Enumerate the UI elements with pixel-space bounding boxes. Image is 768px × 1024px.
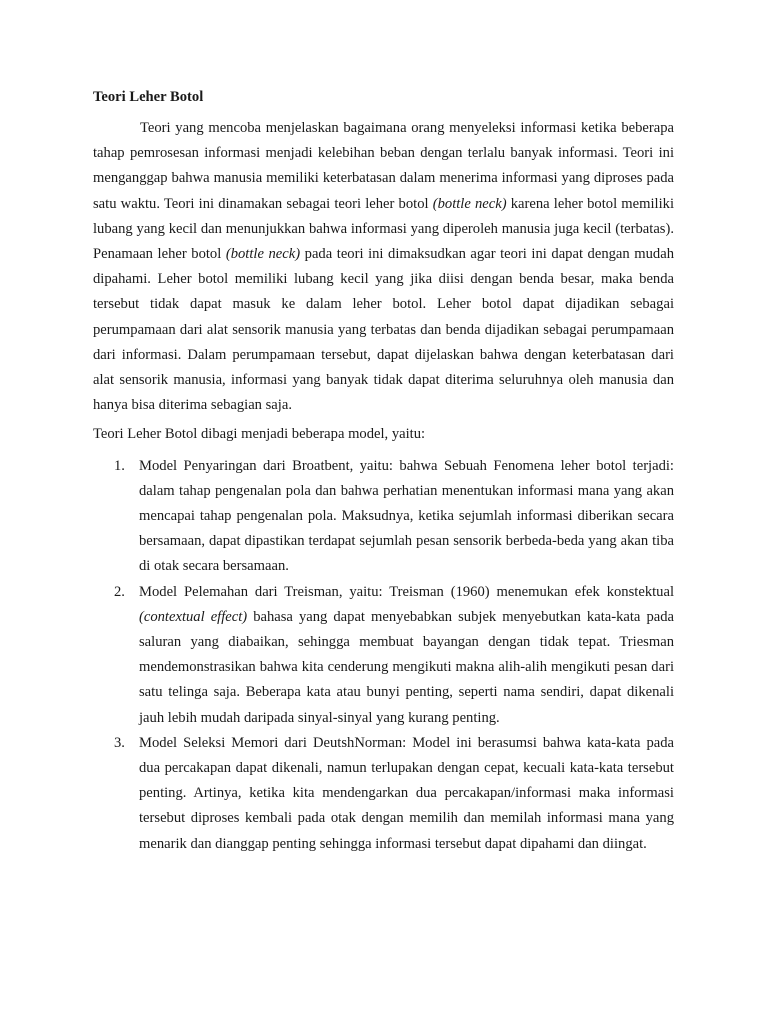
paragraph-text: pada teori ini dimaksudkan agar teori ini dapat dengan mudah dipahami. Leher botol memiliki lubang kecil yang jika diisi dengan benda besar, maka benda tersebut tidak dapat masuk ke dalam leher botol. Leher botol dapat dijadikan sebagai perumpamaan dari alat sensorik manusia yang terbatas dan benda dijadikan sebagai perumpamaan dari informasi. Dalam perumpamaan tersebut, dapat dijelaskan bahwa dengan keterbatasan dari alat sensorik manusia, informasi yang banyak tidak dapat diterima seluruhnya oleh manusia dan hanya bisa diterima sebagian saja.: [93, 246, 674, 414]
list-item-text: Model Pelemahan dari Treisman, yaitu: Treisman (1960) menemukan efek konstektual: [139, 583, 674, 600]
list-number: 1.: [114, 457, 125, 474]
document-title: Teori Leher Botol: [93, 89, 204, 105]
paragraph-text: Teori yang mencoba menjelaskan bagaimana orang menyeleksi informasi ketika beberapa tahap pemrosesan informasi menjadi kelebihan beban dengan terlalu banyak informasi. Teori ini menganggap bahwa manusia memiliki keterbatasan dalam menerima informasi yang diproses pada satu waktu. Teori ini dinamakan sebagai teori leher botol: [93, 120, 674, 212]
paragraph-intro-theory: [93, 116, 674, 418]
list-item-text: Model Penyaringan dari Broatbent, yaitu: bahwa Sebuah Fenomena leher botol terjadi: dalam tahap pengenalan pola dan bahwa perhatian menentukan informasi mana yang akan mencapai tahap pengenalan pola. Maksudnya, ketika sejumlah informasi diberikan secara bersamaan, dapat dipastikan terdapat sejumlah pesan sensorik berbeda-beda yang akan tiba di otak secara bersamaan.: [139, 457, 674, 575]
list-number: 3.: [114, 734, 125, 751]
paragraph-text: karena leher botol memiliki lubang yang kecil dan menunjukkan bahwa informasi yang diperoleh manusia juga kecil (terbatas). Penamaan leher botol: [93, 195, 674, 263]
models-intro: Teori Leher Botol dibagi menjadi beberapa model, yaitu:: [93, 426, 426, 443]
document-page: [93, 86, 674, 857]
models-list: [93, 454, 674, 857]
list-item-text: bahasa yang dapat menyebabkan subjek menyebutkan kata-kata pada saluran yang diabaikan, sehingga membuat bayangan dengan tidak tepat. Triesman mendemonstrasikan bahwa kita cenderung mengikuti makna alih-alih mengikuti pesan dari satu telinga saja. Beberapa kata atau bunyi penting, seperti nama sendiri, dapat dikenali jauh lebih mudah daripada sinyal-sinyal yang kurang penting.: [139, 608, 674, 726]
list-item: [93, 454, 674, 580]
italic-term: (bottle neck): [432, 195, 507, 212]
italic-term: (contextual effect): [139, 608, 248, 625]
list-number: 2.: [114, 583, 125, 600]
list-item: [93, 731, 674, 857]
list-item: [93, 580, 674, 731]
list-item-text: Model Seleksi Memori dari DeutshNorman: Model ini berasumsi bahwa kata-kata pada dua percakapan dapat dikenali, namun terlupakan dengan cepat, kecuali kata-kata tersebut penting. Artinya, ketika kita mendengarkan dua percakapan/informasi maka informasi tersebut diproses kembali pada otak dengan memilih dan memilah informasi mana yang menarik dan dianggap penting sehingga informasi tersebut dapat dipahami dan diingat.: [139, 734, 674, 852]
italic-term: (bottle neck): [225, 246, 301, 263]
